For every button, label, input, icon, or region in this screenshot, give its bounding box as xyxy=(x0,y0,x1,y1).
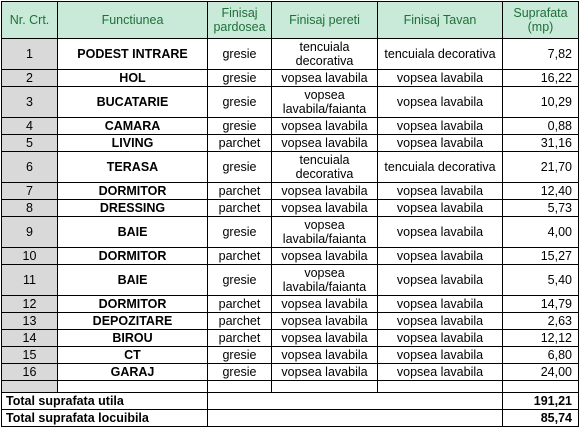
table-row xyxy=(2,217,579,248)
col-header-nr: Nr. Crt. xyxy=(2,2,58,39)
ceiling-finish: vopsea lavabila xyxy=(378,70,503,87)
ceiling-finish: vopsea lavabila xyxy=(378,248,503,265)
table-row xyxy=(2,118,579,135)
header-row xyxy=(2,2,579,39)
ceiling-finish: vopsea lavabila xyxy=(378,347,503,364)
floor-finish: parchet xyxy=(208,183,272,200)
area-value: 6,80 xyxy=(503,347,579,364)
wall-finish: vopsea lavabila/faianta xyxy=(272,265,378,296)
room-name: BUCATARIE xyxy=(58,87,208,118)
col-header-tavan: Finisaj Tavan xyxy=(378,2,503,39)
col-header-functiunea: Functiunea xyxy=(58,2,208,39)
area-value: 16,22 xyxy=(503,70,579,87)
room-name: PODEST INTRARE xyxy=(58,39,208,70)
wall-finish: vopsea lavabila xyxy=(272,296,378,313)
row-number: 11 xyxy=(2,265,58,296)
wall-finish: vopsea lavabila xyxy=(272,313,378,330)
table-row xyxy=(2,152,579,183)
floor-finish: parchet xyxy=(208,296,272,313)
table-row xyxy=(2,183,579,200)
floor-finish: gresie xyxy=(208,265,272,296)
ceiling-finish: vopsea lavabila xyxy=(378,296,503,313)
row-number: 15 xyxy=(2,347,58,364)
room-name: HOL xyxy=(58,70,208,87)
row-number: 5 xyxy=(2,135,58,152)
area-value: 12,40 xyxy=(503,183,579,200)
wall-finish: vopsea lavabila xyxy=(272,135,378,152)
total-label: Total suprafata locuibila xyxy=(2,410,208,427)
table-row xyxy=(2,87,579,118)
floor-finish: gresie xyxy=(208,39,272,70)
area-value: 31,16 xyxy=(503,135,579,152)
room-name: BIROU xyxy=(58,330,208,347)
area-value: 4,00 xyxy=(503,217,579,248)
area-value: 0,88 xyxy=(503,118,579,135)
room-name: DORMITOR xyxy=(58,248,208,265)
wall-finish: vopsea lavabila/faianta xyxy=(272,217,378,248)
room-name: GARAJ xyxy=(58,364,208,381)
table-row xyxy=(2,248,579,265)
row-number: 14 xyxy=(2,330,58,347)
ceiling-finish: vopsea lavabila xyxy=(378,200,503,217)
room-name: DORMITOR xyxy=(58,183,208,200)
wall-finish: vopsea lavabila xyxy=(272,364,378,381)
table-row xyxy=(2,296,579,313)
floor-finish: gresie xyxy=(208,87,272,118)
row-number: 10 xyxy=(2,248,58,265)
total-label: Total suprafata utila xyxy=(2,393,208,410)
room-name: DEPOZITARE xyxy=(58,313,208,330)
area-value: 15,27 xyxy=(503,248,579,265)
ceiling-finish: vopsea lavabila xyxy=(378,87,503,118)
floor-finish: gresie xyxy=(208,217,272,248)
table-row xyxy=(2,347,579,364)
room-name: LIVING xyxy=(58,135,208,152)
spacer-row xyxy=(2,381,579,393)
room-name: CAMARA xyxy=(58,118,208,135)
room-name: DRESSING xyxy=(58,200,208,217)
wall-finish: vopsea lavabila/faianta xyxy=(272,87,378,118)
area-value: 10,29 xyxy=(503,87,579,118)
row-number: 12 xyxy=(2,296,58,313)
floor-finish: parchet xyxy=(208,135,272,152)
row-number: 7 xyxy=(2,183,58,200)
row-number: 9 xyxy=(2,217,58,248)
wall-finish: tencuiala decorativa xyxy=(272,152,378,183)
area-value: 5,40 xyxy=(503,265,579,296)
wall-finish: vopsea lavabila xyxy=(272,347,378,364)
wall-finish: vopsea lavabila xyxy=(272,70,378,87)
table-row xyxy=(2,330,579,347)
floor-finish: gresie xyxy=(208,70,272,87)
wall-finish: vopsea lavabila xyxy=(272,248,378,265)
area-value: 14,79 xyxy=(503,296,579,313)
total-value: 85,74 xyxy=(503,410,579,427)
total-row-locuibila xyxy=(2,410,579,427)
room-name: CT xyxy=(58,347,208,364)
floor-finish: parchet xyxy=(208,313,272,330)
total-row-utila xyxy=(2,393,579,410)
area-value: 21,70 xyxy=(503,152,579,183)
ceiling-finish: vopsea lavabila xyxy=(378,183,503,200)
col-header-suprafata: Suprafata (mp) xyxy=(503,2,579,39)
row-number: 16 xyxy=(2,364,58,381)
row-number: 13 xyxy=(2,313,58,330)
total-value: 191,21 xyxy=(503,393,579,410)
finishes-table xyxy=(1,1,579,427)
table-row xyxy=(2,135,579,152)
table-row xyxy=(2,364,579,381)
room-name: BAIE xyxy=(58,217,208,248)
ceiling-finish: tencuiala decorativa xyxy=(378,39,503,70)
room-name: BAIE xyxy=(58,265,208,296)
table-row xyxy=(2,313,579,330)
ceiling-finish: vopsea lavabila xyxy=(378,217,503,248)
floor-finish: gresie xyxy=(208,364,272,381)
wall-finish: vopsea lavabila xyxy=(272,183,378,200)
row-number: 8 xyxy=(2,200,58,217)
ceiling-finish: vopsea lavabila xyxy=(378,265,503,296)
ceiling-finish: vopsea lavabila xyxy=(378,118,503,135)
row-number: 6 xyxy=(2,152,58,183)
wall-finish: tencuiala decorativa xyxy=(272,39,378,70)
wall-finish: vopsea lavabila xyxy=(272,330,378,347)
floor-finish: parchet xyxy=(208,330,272,347)
room-name: DORMITOR xyxy=(58,296,208,313)
area-value: 2,63 xyxy=(503,313,579,330)
row-number: 4 xyxy=(2,118,58,135)
wall-finish: vopsea lavabila xyxy=(272,200,378,217)
area-value: 24,00 xyxy=(503,364,579,381)
area-value: 12,12 xyxy=(503,330,579,347)
area-value: 7,82 xyxy=(503,39,579,70)
wall-finish: vopsea lavabila xyxy=(272,118,378,135)
room-name: TERASA xyxy=(58,152,208,183)
floor-finish: gresie xyxy=(208,152,272,183)
ceiling-finish: vopsea lavabila xyxy=(378,135,503,152)
ceiling-finish: vopsea lavabila xyxy=(378,313,503,330)
floor-finish: gresie xyxy=(208,118,272,135)
row-number: 1 xyxy=(2,39,58,70)
floor-finish: gresie xyxy=(208,347,272,364)
col-header-pereti: Finisaj pereti xyxy=(272,2,378,39)
floor-finish: parchet xyxy=(208,200,272,217)
table-row xyxy=(2,265,579,296)
row-number: 3 xyxy=(2,87,58,118)
floor-finish: parchet xyxy=(208,248,272,265)
col-header-pardosea: Finisaj pardosea xyxy=(208,2,272,39)
ceiling-finish: tencuiala decorativa xyxy=(378,152,503,183)
table-row xyxy=(2,70,579,87)
table-row xyxy=(2,39,579,70)
table-row xyxy=(2,200,579,217)
ceiling-finish: vopsea lavabila xyxy=(378,330,503,347)
row-number: 2 xyxy=(2,70,58,87)
ceiling-finish: vopsea lavabila xyxy=(378,364,503,381)
area-value: 5,73 xyxy=(503,200,579,217)
